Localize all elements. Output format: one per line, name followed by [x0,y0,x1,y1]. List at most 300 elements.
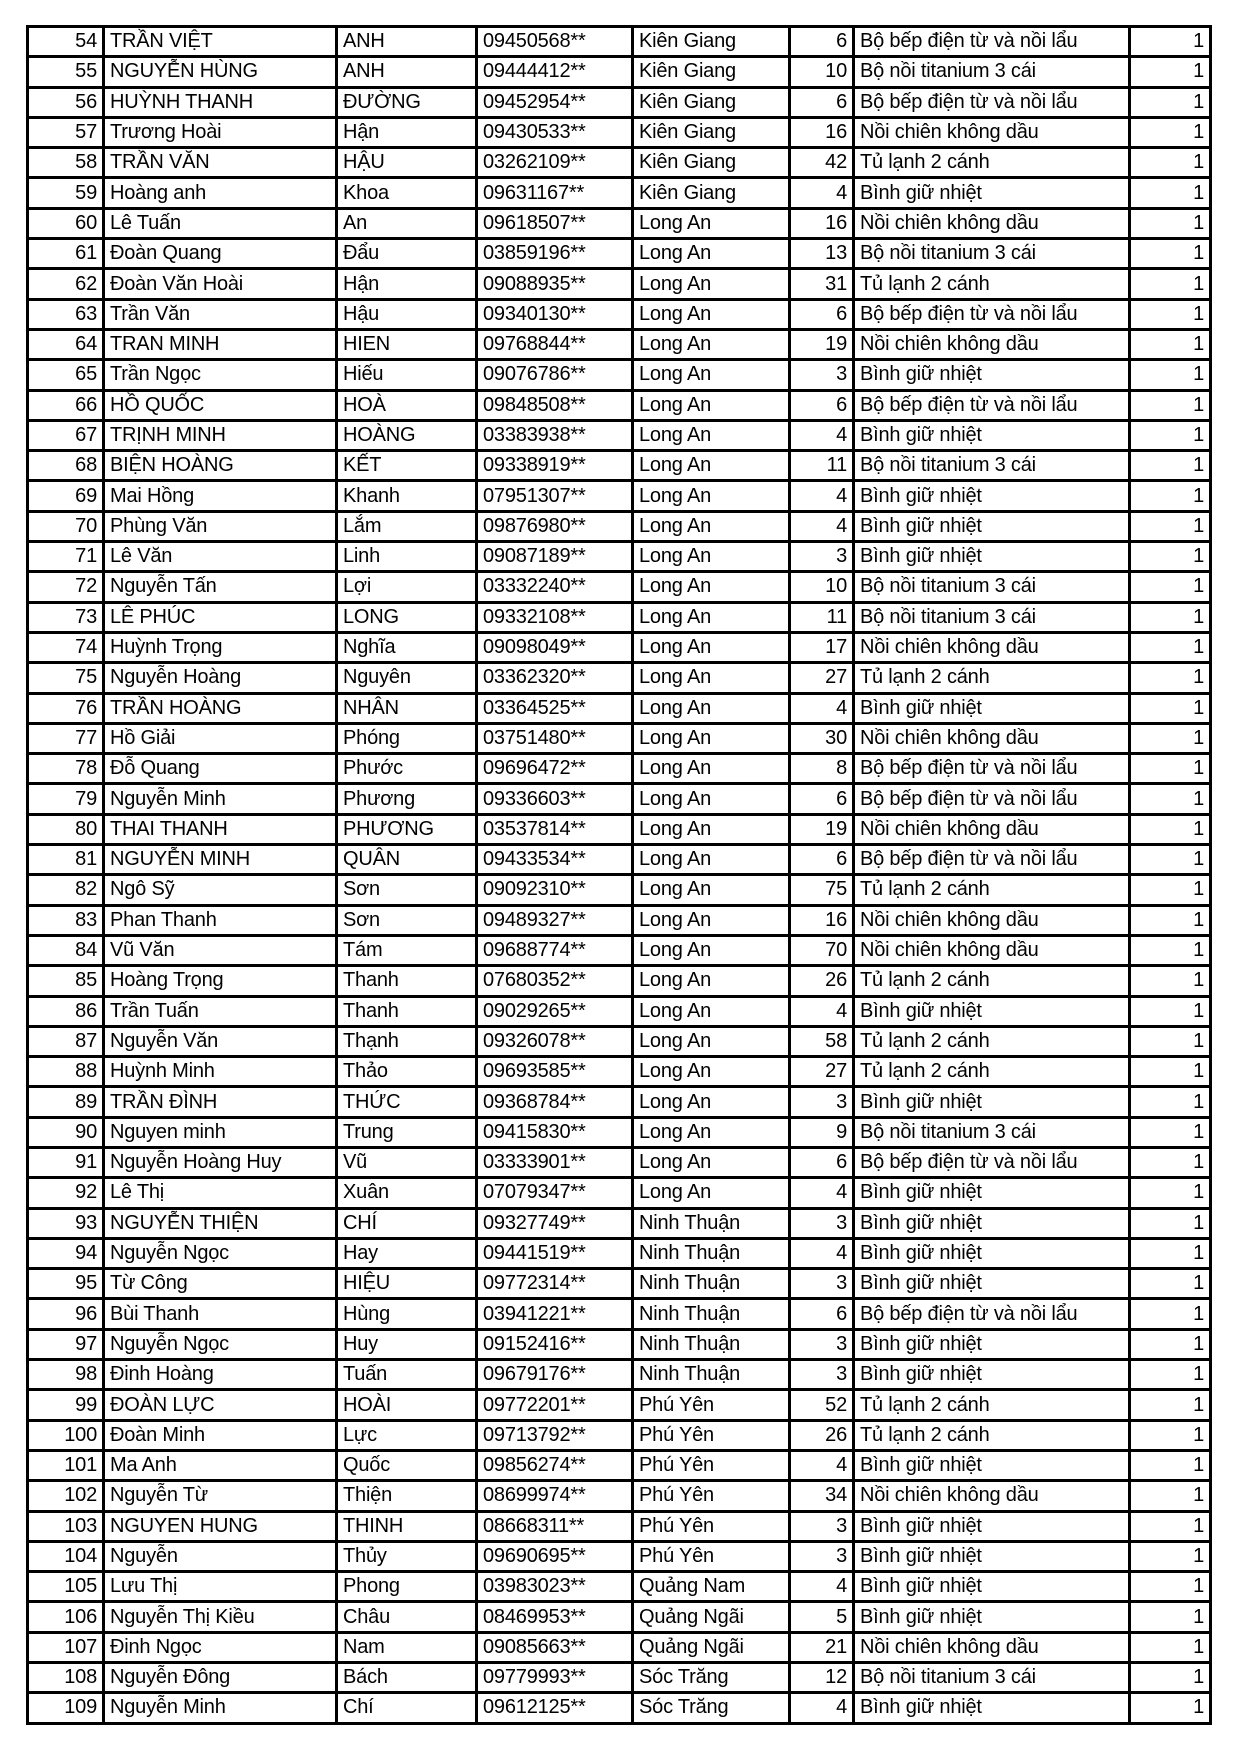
cell-province: Long An [633,329,790,359]
cell-first-name: Thạnh [337,1026,477,1056]
cell-last-middle-name: THAI THANH [104,814,337,844]
cell-last-middle-name: TRAN MINH [104,329,337,359]
cell-first-name: HOÀ [337,390,477,420]
cell-last-middle-name: Lê Tuấn [104,208,337,238]
cell-prize: Bộ nồi titanium 3 cái [854,57,1130,87]
cell-number: 6 [790,845,854,875]
cell-number: 4 [790,693,854,723]
cell-first-name: HOÀI [337,1390,477,1420]
cell-first-name: Linh [337,542,477,572]
cell-last-middle-name: Nguyễn Văn [104,1026,337,1056]
table-row [28,663,1211,693]
cell-first-name: QUÂN [337,845,477,875]
cell-prize: Tủ lạnh 2 cánh [854,1390,1130,1420]
cell-index: 102 [28,1481,104,1511]
cell-phone-masked: 09772201** [477,1390,633,1420]
cell-number: 6 [790,27,854,57]
cell-first-name: Đẩu [337,239,477,269]
cell-last-middle-name: TRẦN ĐÌNH [104,1087,337,1117]
cell-number: 8 [790,754,854,784]
cell-quantity: 1 [1130,1390,1211,1420]
cell-prize: Bình giữ nhiệt [854,1329,1130,1359]
cell-last-middle-name: Đoàn Minh [104,1420,337,1450]
cell-province: Long An [633,1087,790,1117]
cell-phone-masked: 08469953** [477,1602,633,1632]
cell-index: 105 [28,1572,104,1602]
cell-index: 84 [28,935,104,965]
cell-last-middle-name: Mai Hồng [104,481,337,511]
cell-last-middle-name: HUỲNH THANH [104,87,337,117]
cell-first-name: Phước [337,754,477,784]
cell-province: Kiên Giang [633,178,790,208]
cell-index: 100 [28,1420,104,1450]
cell-number: 16 [790,905,854,935]
cell-province: Long An [633,814,790,844]
cell-quantity: 1 [1130,542,1211,572]
table-row [28,1057,1211,1087]
cell-index: 107 [28,1632,104,1662]
cell-index: 54 [28,27,104,57]
cell-index: 98 [28,1360,104,1390]
cell-quantity: 1 [1130,602,1211,632]
cell-phone-masked: 09152416** [477,1329,633,1359]
cell-last-middle-name: Nguyen minh [104,1117,337,1147]
cell-phone-masked: 09450568** [477,27,633,57]
table-row [28,632,1211,662]
cell-number: 27 [790,1057,854,1087]
cell-quantity: 1 [1130,1147,1211,1177]
cell-quantity: 1 [1130,360,1211,390]
cell-prize: Bình giữ nhiệt [854,1511,1130,1541]
cell-quantity: 1 [1130,208,1211,238]
cell-index: 60 [28,208,104,238]
cell-first-name: Phong [337,1572,477,1602]
cell-first-name: Quốc [337,1450,477,1480]
cell-province: Ninh Thuận [633,1238,790,1268]
cell-phone-masked: 09326078** [477,1026,633,1056]
table-row [28,1602,1211,1632]
cell-last-middle-name: Nguyễn Ngọc [104,1329,337,1359]
cell-index: 67 [28,420,104,450]
cell-first-name: Hiếu [337,360,477,390]
cell-index: 76 [28,693,104,723]
cell-quantity: 1 [1130,1450,1211,1480]
cell-first-name: HIỆU [337,1269,477,1299]
cell-prize: Bình giữ nhiệt [854,511,1130,541]
cell-number: 11 [790,602,854,632]
cell-index: 68 [28,451,104,481]
cell-index: 103 [28,1511,104,1541]
cell-last-middle-name: Trần Ngọc [104,360,337,390]
cell-prize: Tủ lạnh 2 cánh [854,875,1130,905]
cell-first-name: Lực [337,1420,477,1450]
cell-first-name: Thảo [337,1057,477,1087]
cell-phone-masked: 09696472** [477,754,633,784]
cell-province: Phú Yên [633,1420,790,1450]
cell-province: Quảng Ngãi [633,1602,790,1632]
cell-phone-masked: 03859196** [477,239,633,269]
table-row [28,602,1211,632]
cell-phone-masked: 09441519** [477,1238,633,1268]
cell-prize: Bộ nồi titanium 3 cái [854,1663,1130,1693]
cell-index: 109 [28,1693,104,1723]
cell-province: Long An [633,663,790,693]
cell-phone-masked: 08668311** [477,1511,633,1541]
cell-first-name: Thiện [337,1481,477,1511]
table-row [28,814,1211,844]
cell-quantity: 1 [1130,329,1211,359]
table-row [28,1663,1211,1693]
cell-province: Kiên Giang [633,117,790,147]
cell-prize: Bình giữ nhiệt [854,1541,1130,1571]
table-row [28,905,1211,935]
cell-phone-masked: 09772314** [477,1269,633,1299]
cell-quantity: 1 [1130,299,1211,329]
cell-first-name: THỨC [337,1087,477,1117]
cell-prize: Bình giữ nhiệt [854,1572,1130,1602]
cell-prize: Nồi chiên không dầu [854,208,1130,238]
cell-province: Long An [633,723,790,753]
cell-prize: Nồi chiên không dầu [854,1632,1130,1662]
cell-province: Long An [633,481,790,511]
cell-province: Long An [633,693,790,723]
cell-last-middle-name: Lưu Thị [104,1572,337,1602]
cell-last-middle-name: NGUYEN HUNG [104,1511,337,1541]
cell-last-middle-name: Đinh Hoàng [104,1360,337,1390]
cell-province: Sóc Trăng [633,1693,790,1723]
cell-first-name: Phóng [337,723,477,753]
cell-prize: Bộ bếp điện từ và nồi lẩu [854,1147,1130,1177]
cell-phone-masked: 09415830** [477,1117,633,1147]
cell-prize: Bộ nồi titanium 3 cái [854,451,1130,481]
cell-number: 3 [790,1511,854,1541]
cell-first-name: KẾT [337,451,477,481]
cell-province: Long An [633,845,790,875]
cell-index: 90 [28,1117,104,1147]
cell-last-middle-name: NGUYỄN THIỆN [104,1208,337,1238]
cell-quantity: 1 [1130,1117,1211,1147]
cell-last-middle-name: Đỗ Quang [104,754,337,784]
cell-last-middle-name: TRẦN VĂN [104,148,337,178]
cell-phone-masked: 09327749** [477,1208,633,1238]
cell-prize: Bình giữ nhiệt [854,1602,1130,1632]
cell-number: 3 [790,1360,854,1390]
cell-phone-masked: 09085663** [477,1632,633,1662]
cell-quantity: 1 [1130,875,1211,905]
cell-prize: Nồi chiên không dầu [854,935,1130,965]
cell-province: Long An [633,935,790,965]
cell-index: 91 [28,1147,104,1177]
cell-index: 77 [28,723,104,753]
cell-number: 75 [790,875,854,905]
table-row [28,996,1211,1026]
cell-province: Ninh Thuận [633,1269,790,1299]
cell-first-name: CHÍ [337,1208,477,1238]
table-row [28,1511,1211,1541]
cell-index: 82 [28,875,104,905]
cell-first-name: Hùng [337,1299,477,1329]
cell-province: Long An [633,542,790,572]
cell-index: 95 [28,1269,104,1299]
cell-last-middle-name: Lê Văn [104,542,337,572]
cell-number: 19 [790,329,854,359]
cell-quantity: 1 [1130,1208,1211,1238]
cell-quantity: 1 [1130,1632,1211,1662]
table-row [28,1026,1211,1056]
table-row [28,1269,1211,1299]
cell-quantity: 1 [1130,420,1211,450]
cell-prize: Bộ bếp điện từ và nồi lẩu [854,390,1130,420]
cell-first-name: Phương [337,784,477,814]
cell-quantity: 1 [1130,239,1211,269]
cell-province: Long An [633,420,790,450]
cell-province: Long An [633,1117,790,1147]
table-row [28,1632,1211,1662]
cell-phone-masked: 09368784** [477,1087,633,1117]
table-row [28,1481,1211,1511]
cell-number: 4 [790,1572,854,1602]
cell-index: 55 [28,57,104,87]
cell-province: Long An [633,996,790,1026]
cell-province: Phú Yên [633,1481,790,1511]
cell-first-name: Nam [337,1632,477,1662]
cell-quantity: 1 [1130,935,1211,965]
cell-province: Long An [633,905,790,935]
cell-quantity: 1 [1130,632,1211,662]
cell-number: 6 [790,390,854,420]
cell-province: Long An [633,1178,790,1208]
cell-first-name: NHÂN [337,693,477,723]
cell-index: 83 [28,905,104,935]
cell-index: 79 [28,784,104,814]
cell-quantity: 1 [1130,1572,1211,1602]
cell-number: 3 [790,360,854,390]
cell-last-middle-name: Trương Hoài [104,117,337,147]
cell-last-middle-name: Nguyễn Minh [104,1693,337,1723]
cell-province: Kiên Giang [633,57,790,87]
cell-prize: Nồi chiên không dầu [854,723,1130,753]
cell-prize: Bộ nồi titanium 3 cái [854,1117,1130,1147]
cell-phone-masked: 09489327** [477,905,633,935]
cell-phone-masked: 07680352** [477,966,633,996]
cell-first-name: Châu [337,1602,477,1632]
cell-first-name: Vũ [337,1147,477,1177]
table-row [28,1360,1211,1390]
cell-index: 61 [28,239,104,269]
cell-phone-masked: 07951307** [477,481,633,511]
cell-prize: Bình giữ nhiệt [854,1208,1130,1238]
cell-quantity: 1 [1130,693,1211,723]
cell-number: 3 [790,1269,854,1299]
cell-number: 4 [790,1693,854,1723]
cell-last-middle-name: Nguyễn Minh [104,784,337,814]
cell-quantity: 1 [1130,905,1211,935]
cell-index: 72 [28,572,104,602]
cell-index: 96 [28,1299,104,1329]
cell-index: 87 [28,1026,104,1056]
cell-index: 108 [28,1663,104,1693]
cell-index: 86 [28,996,104,1026]
table-row [28,1450,1211,1480]
cell-phone-masked: 03537814** [477,814,633,844]
cell-quantity: 1 [1130,784,1211,814]
cell-last-middle-name: Trần Tuấn [104,996,337,1026]
cell-phone-masked: 09876980** [477,511,633,541]
cell-province: Phú Yên [633,1390,790,1420]
table-row [28,27,1211,57]
cell-number: 4 [790,511,854,541]
cell-province: Long An [633,1147,790,1177]
cell-first-name: Chí [337,1693,477,1723]
cell-phone-masked: 03383938** [477,420,633,450]
cell-province: Long An [633,239,790,269]
cell-prize: Bình giữ nhiệt [854,1450,1130,1480]
cell-first-name: HOÀNG [337,420,477,450]
cell-number: 6 [790,299,854,329]
table-row [28,1147,1211,1177]
cell-index: 73 [28,602,104,632]
table-row [28,239,1211,269]
cell-prize: Bình giữ nhiệt [854,1693,1130,1723]
cell-number: 3 [790,1087,854,1117]
cell-prize: Bình giữ nhiệt [854,1178,1130,1208]
cell-phone-masked: 03983023** [477,1572,633,1602]
cell-phone-masked: 03262109** [477,148,633,178]
cell-phone-masked: 09612125** [477,1693,633,1723]
cell-quantity: 1 [1130,148,1211,178]
cell-index: 59 [28,178,104,208]
cell-last-middle-name: Hoàng anh [104,178,337,208]
cell-first-name: ĐƯỜNG [337,87,477,117]
cell-quantity: 1 [1130,754,1211,784]
cell-province: Long An [633,784,790,814]
cell-last-middle-name: LÊ PHÚC [104,602,337,632]
cell-first-name: Hận [337,269,477,299]
table-row [28,1117,1211,1147]
cell-number: 52 [790,1390,854,1420]
table-row [28,329,1211,359]
cell-phone-masked: 09856274** [477,1450,633,1480]
cell-quantity: 1 [1130,814,1211,844]
cell-index: 80 [28,814,104,844]
cell-province: Phú Yên [633,1541,790,1571]
cell-first-name: Sơn [337,875,477,905]
cell-last-middle-name: Trần Văn [104,299,337,329]
cell-phone-masked: 09452954** [477,87,633,117]
cell-province: Long An [633,208,790,238]
cell-prize: Nồi chiên không dầu [854,814,1130,844]
cell-phone-masked: 09848508** [477,390,633,420]
cell-number: 4 [790,420,854,450]
cell-first-name: Nguyên [337,663,477,693]
cell-number: 4 [790,996,854,1026]
cell-first-name: Xuân [337,1178,477,1208]
cell-index: 58 [28,148,104,178]
cell-prize: Bộ bếp điện từ và nồi lẩu [854,845,1130,875]
cell-last-middle-name: Nguyễn Ngọc [104,1238,337,1268]
table-row [28,299,1211,329]
table-row [28,693,1211,723]
cell-quantity: 1 [1130,1087,1211,1117]
cell-number: 26 [790,1420,854,1450]
cell-last-middle-name: Ngô Sỹ [104,875,337,905]
cell-first-name: Bách [337,1663,477,1693]
cell-number: 30 [790,723,854,753]
cell-number: 58 [790,1026,854,1056]
cell-last-middle-name: Nguyễn Thị Kiều [104,1602,337,1632]
cell-phone-masked: 09631167** [477,178,633,208]
cell-quantity: 1 [1130,663,1211,693]
cell-quantity: 1 [1130,481,1211,511]
cell-index: 71 [28,542,104,572]
cell-first-name: Trung [337,1117,477,1147]
cell-phone-masked: 09340130** [477,299,633,329]
table-row [28,1329,1211,1359]
cell-quantity: 1 [1130,1511,1211,1541]
cell-number: 12 [790,1663,854,1693]
cell-first-name: Nghĩa [337,632,477,662]
cell-prize: Bình giữ nhiệt [854,1360,1130,1390]
cell-province: Long An [633,632,790,662]
cell-quantity: 1 [1130,451,1211,481]
cell-number: 11 [790,451,854,481]
cell-quantity: 1 [1130,178,1211,208]
cell-phone-masked: 09092310** [477,875,633,905]
cell-phone-masked: 09336603** [477,784,633,814]
cell-phone-masked: 09430533** [477,117,633,147]
cell-first-name: Lợi [337,572,477,602]
cell-number: 6 [790,1147,854,1177]
cell-phone-masked: 03941221** [477,1299,633,1329]
cell-number: 3 [790,542,854,572]
table-row [28,208,1211,238]
cell-last-middle-name: Nguyễn Hoàng Huy [104,1147,337,1177]
cell-province: Long An [633,602,790,632]
table-row [28,1572,1211,1602]
cell-quantity: 1 [1130,27,1211,57]
cell-number: 70 [790,935,854,965]
cell-number: 16 [790,117,854,147]
cell-province: Ninh Thuận [633,1208,790,1238]
cell-quantity: 1 [1130,57,1211,87]
cell-first-name: Huy [337,1329,477,1359]
cell-index: 94 [28,1238,104,1268]
cell-province: Long An [633,511,790,541]
cell-first-name: PHƯƠNG [337,814,477,844]
cell-number: 10 [790,57,854,87]
cell-phone-masked: 03332240** [477,572,633,602]
cell-prize: Bộ bếp điện từ và nồi lẩu [854,1299,1130,1329]
cell-phone-masked: 09693585** [477,1057,633,1087]
cell-number: 10 [790,572,854,602]
cell-last-middle-name: Huỳnh Trọng [104,632,337,662]
cell-number: 4 [790,1238,854,1268]
cell-index: 63 [28,299,104,329]
table-row [28,966,1211,996]
cell-index: 75 [28,663,104,693]
cell-index: 97 [28,1329,104,1359]
cell-first-name: Khoa [337,178,477,208]
cell-number: 31 [790,269,854,299]
cell-last-middle-name: Ma Anh [104,1450,337,1480]
cell-last-middle-name: Nguyễn Từ [104,1481,337,1511]
cell-prize: Tủ lạnh 2 cánh [854,269,1130,299]
cell-phone-masked: 03364525** [477,693,633,723]
cell-province: Long An [633,1026,790,1056]
cell-index: 92 [28,1178,104,1208]
table-row [28,1178,1211,1208]
cell-quantity: 1 [1130,996,1211,1026]
